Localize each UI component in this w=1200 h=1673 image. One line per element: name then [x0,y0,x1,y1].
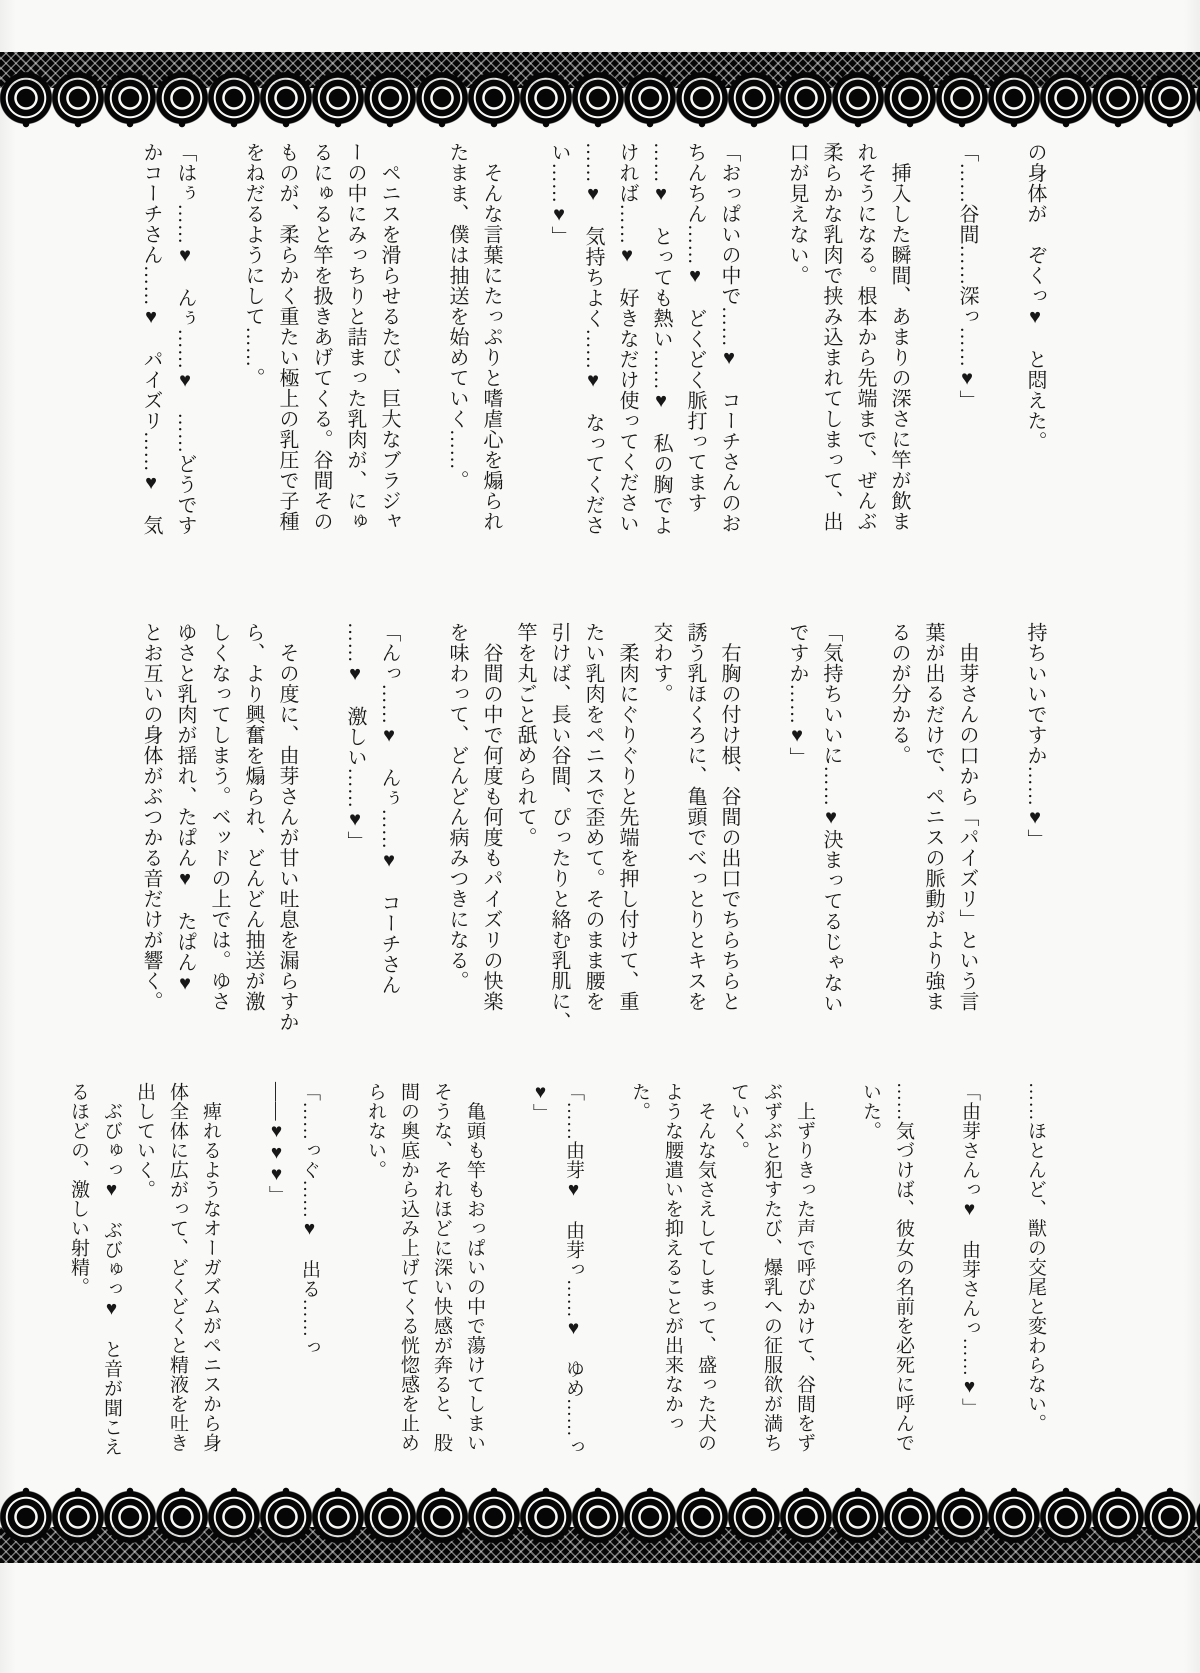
text-column: を味わって、どんどん病みつきになる。 [446,622,468,991]
text-column: ……♥ 激しい……♥」 [344,622,366,852]
text-column: 亀頭も竿もおっぱいの中で蕩けてしまい [464,1082,485,1453]
text-column: たまま、僕は抽送を始めていく……。 [446,142,468,491]
text-column: 間の奥底から込み上げてくる恍惚感を止め [398,1082,419,1453]
text-column: ゆさと乳肉が揺れ、たぱん♥ たぱん♥ [174,622,196,995]
text-column: いた。 [860,1082,881,1141]
text-column: 「由芽さんっ♥ 由芽さんっ……♥」 [959,1082,980,1418]
text-column: ような腰遣いを抑えることが出来なかった。 [629,1082,683,1433]
column-gap [984,142,1018,557]
column-gap [406,622,440,1037]
column-gap [984,622,1018,1037]
text-column: その度に、由芽さんが甘い吐息を漏らすか [276,622,298,1032]
column-gap [491,1082,524,1464]
column-gap [848,622,882,1037]
text-column: をねだるようにして……。 [242,142,264,388]
text-column: るほどの、激しい射精。 [68,1082,89,1297]
text-column: ……ほとんど、獣の交尾と変わらない。 [1025,1082,1046,1433]
text-column: 出していく。 [134,1082,155,1199]
passage-block-1 [134,142,1052,557]
text-column: るのが分かる。 [888,622,910,766]
text-column: 上ずりきった声で呼びかけて、谷間をず [794,1082,815,1453]
text-column: 「おっぱいの中で……♥ コーチさんのお [718,142,740,534]
text-column: 挿入した瞬間、あまりの深さに竿が飲ま [888,142,910,532]
text-column: とお互いの身体がぶつかる音だけが響く。 [140,622,162,1012]
text-column: ちんちん……♥ どくどく脈打ってます [684,142,706,513]
column-gap [986,1082,1019,1464]
text-column: 「……由芽♥ 由芽っ……♥ ゆめ……っ [563,1082,584,1457]
text-column: たい乳肉をペニスで歪めて。そのまま腰を [582,622,604,1012]
text-column: 交わす。 [650,622,672,704]
text-column: 引けば、長い谷間、ぴったりと絡む乳肌に、 [548,622,570,1032]
column-gap [508,142,542,557]
text-column: 体全体に広がって、どくどくと精液を吐き [167,1082,188,1453]
text-column: 「……っぐ……♥ 出る……っ――♥♥♥」 [266,1082,320,1357]
column-gap [746,622,780,1037]
text-column: ……♥ 気持ちよく……♥ なってくださ [582,142,604,536]
column-gap [590,1082,623,1464]
text-column: 右胸の付け根、谷間の出口でちらちらと [718,622,740,1012]
column-gap [920,1082,953,1464]
text-column: ぶびゅっ♥ ぶびゅっ♥ と音が聞こえ [101,1082,122,1457]
text-column: しくなってしまう。ベッドの上では。ゆさ [208,622,230,1012]
text-column: 竿を丸ごと舐められて。 [514,622,536,848]
text-column: そうな、それほどに深い快感が奔ると、股 [431,1082,452,1453]
text-column: ですか……♥」 [786,622,808,768]
text-column: ーの中にみっちりと詰まった乳肉が、にゅ [344,142,366,532]
text-column: 口が見えない。 [786,142,808,286]
text-column: ……♥ とっても熱い……♥ 私の胸でよ [650,142,672,536]
column-gap [821,1082,854,1464]
column-gap [746,142,780,557]
text-column: れそうになる。根本から先端まで、ぜんぶ [854,142,876,532]
passage-block-3 [62,1082,1052,1464]
text-column: の身体が ぞくっ♥ と悶えた。 [1024,142,1046,452]
column-gap [406,142,440,557]
column-gap [916,142,950,557]
text-column: 柔らかな乳肉で挟み込まれてしまって、出 [820,142,842,532]
lace-border-top [0,52,1200,128]
text-column: い……♥」 [548,142,570,247]
text-column: 「んっ……♥ んぅ……♥ コーチさん [378,622,400,995]
text-column: 誘う乳ほくろに、亀頭でべっとりとキスを [684,622,706,1012]
text-column: られない。 [365,1082,386,1180]
text-column: 「はぅ……♥ んぅ……♥ ……どうです [174,142,196,536]
text-column: 痺れるようなオーガズムがペニスから身 [200,1082,221,1453]
column-gap [304,622,338,1037]
text-column: ものが、柔らかく重たい極上の乳圧で子種 [276,142,298,532]
text-column: 「……谷間……深っ……♥」 [956,142,978,411]
text-column: 葉が出るだけで、ペニスの脈動がより強ま [922,622,944,1012]
text-column: ければ……♥ 好きなだけ使ってください [616,142,638,534]
text-column: そんな気さえしてしまって、盛った犬の [695,1082,716,1453]
text-column: ら、より興奮を煽られ、どんどん抽送が激 [242,622,264,1012]
text-column: そんな言葉にたっぷりと嗜虐心を煽られ [480,142,502,532]
text-column: ていく。 [728,1082,749,1160]
text-column: かコーチさん……♥ パイズリ……♥ 気 [140,142,162,536]
text-column: ぶずぶと犯すたび、爆乳への征服欲が満ち [761,1082,782,1453]
column-gap [202,142,236,557]
passage-block-2 [134,622,1052,1037]
column-gap [227,1082,260,1464]
text-column: ……気づけば、彼女の名前を必死に呼んで [893,1082,914,1453]
text-column: 由芽さんの口から「パイズリ」という言 [956,622,978,1012]
column-gap [326,1082,359,1464]
text-column: 柔肉にぐりぐりと先端を押し付けて、重 [616,622,638,1012]
text-column: 谷間の中で何度も何度もパイズリの快楽 [480,622,502,1012]
text-column: ♥」 [530,1082,551,1123]
text-column: 「気持ちいいに……♥決まってるじゃない [820,622,842,1014]
text-column: 持ちいいですか……♥」 [1024,622,1046,850]
text-column: ペニスを滑らせるたび、巨大なブラジャ [378,142,400,532]
text-column: るにゅると竿を扱きあげてくる。谷間その [310,142,332,532]
lace-border-bottom [0,1487,1200,1563]
